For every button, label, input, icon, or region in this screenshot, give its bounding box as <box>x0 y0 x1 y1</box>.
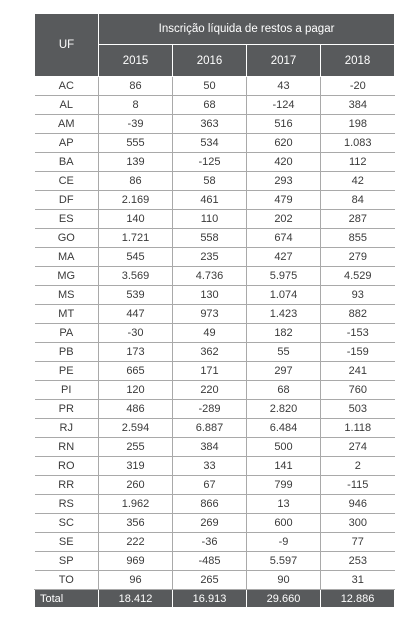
value-cell: 93 <box>321 286 395 305</box>
value-cell: 539 <box>99 286 173 305</box>
value-cell: 77 <box>321 533 395 552</box>
value-cell: 558 <box>173 229 247 248</box>
table-row <box>35 324 395 343</box>
value-cell: 171 <box>173 362 247 381</box>
value-cell: 13 <box>247 495 321 514</box>
table-row <box>35 248 395 267</box>
value-cell: 447 <box>99 305 173 324</box>
uf-cell: RS <box>35 495 99 514</box>
value-cell: 2.594 <box>99 419 173 438</box>
value-cell: 1.083 <box>321 134 395 153</box>
uf-cell: BA <box>35 153 99 172</box>
value-cell: 293 <box>247 172 321 191</box>
table-row <box>35 552 395 571</box>
total-value-cell: 16.913 <box>173 590 247 608</box>
value-cell: 356 <box>99 514 173 533</box>
value-cell: 503 <box>321 400 395 419</box>
uf-cell: ES <box>35 210 99 229</box>
uf-cell: PA <box>35 324 99 343</box>
value-cell: -125 <box>173 153 247 172</box>
year-header: 2018 <box>321 45 395 77</box>
value-cell: 866 <box>173 495 247 514</box>
value-cell: 110 <box>173 210 247 229</box>
table-row <box>35 96 395 115</box>
year-header: 2017 <box>247 45 321 77</box>
value-cell: 297 <box>247 362 321 381</box>
value-cell: 67 <box>173 476 247 495</box>
table-row <box>35 419 395 438</box>
value-cell: 198 <box>321 115 395 134</box>
value-cell: 2 <box>321 457 395 476</box>
uf-cell: PR <box>35 400 99 419</box>
uf-cell: RN <box>35 438 99 457</box>
uf-cell: AC <box>35 77 99 96</box>
value-cell: 620 <box>247 134 321 153</box>
value-cell: 319 <box>99 457 173 476</box>
year-header: 2015 <box>99 45 173 77</box>
table-row <box>35 267 395 286</box>
value-cell: 882 <box>321 305 395 324</box>
value-cell: 120 <box>99 381 173 400</box>
value-cell: 90 <box>247 571 321 590</box>
value-cell: 139 <box>99 153 173 172</box>
value-cell: 1.962 <box>99 495 173 514</box>
value-cell: 58 <box>173 172 247 191</box>
value-cell: 4.529 <box>321 267 395 286</box>
value-cell: 141 <box>247 457 321 476</box>
uf-cell: SP <box>35 552 99 571</box>
value-cell: 279 <box>321 248 395 267</box>
value-cell: 665 <box>99 362 173 381</box>
uf-cell: DF <box>35 191 99 210</box>
uf-cell: GO <box>35 229 99 248</box>
value-cell: 33 <box>173 457 247 476</box>
value-cell: 1.118 <box>321 419 395 438</box>
value-cell: 265 <box>173 571 247 590</box>
uf-cell: MG <box>35 267 99 286</box>
value-cell: 112 <box>321 153 395 172</box>
group-header: Inscrição líquida de restos a pagar <box>99 14 395 45</box>
value-cell: -115 <box>321 476 395 495</box>
value-cell: 222 <box>99 533 173 552</box>
value-cell: 384 <box>321 96 395 115</box>
value-cell: 8 <box>99 96 173 115</box>
value-cell: -153 <box>321 324 395 343</box>
value-cell: 534 <box>173 134 247 153</box>
uf-cell: PE <box>35 362 99 381</box>
value-cell: 50 <box>173 77 247 96</box>
value-cell: -30 <box>99 324 173 343</box>
uf-cell: CE <box>35 172 99 191</box>
total-value-cell: 18.412 <box>99 590 173 608</box>
value-cell: 31 <box>321 571 395 590</box>
value-cell: 600 <box>247 514 321 533</box>
value-cell: 362 <box>173 343 247 362</box>
value-cell: -39 <box>99 115 173 134</box>
uf-cell: AM <box>35 115 99 134</box>
value-cell: 255 <box>99 438 173 457</box>
total-label: Total <box>35 590 99 608</box>
table-row <box>35 400 395 419</box>
value-cell: 969 <box>99 552 173 571</box>
table-row <box>35 495 395 514</box>
value-cell: 241 <box>321 362 395 381</box>
value-cell: 274 <box>321 438 395 457</box>
value-cell: 42 <box>321 172 395 191</box>
value-cell: 130 <box>173 286 247 305</box>
table-row <box>35 77 395 96</box>
total-row <box>35 590 395 608</box>
uf-cell: MT <box>35 305 99 324</box>
table-row <box>35 172 395 191</box>
value-cell: 43 <box>247 77 321 96</box>
uf-cell: RR <box>35 476 99 495</box>
value-cell: 855 <box>321 229 395 248</box>
value-cell: 96 <box>99 571 173 590</box>
value-cell: 86 <box>99 77 173 96</box>
value-cell: 68 <box>173 96 247 115</box>
uf-cell: PB <box>35 343 99 362</box>
value-cell: 1.721 <box>99 229 173 248</box>
value-cell: 384 <box>173 438 247 457</box>
value-cell: 86 <box>99 172 173 191</box>
value-cell: 674 <box>247 229 321 248</box>
value-cell: 287 <box>321 210 395 229</box>
value-cell: 140 <box>99 210 173 229</box>
value-cell: -9 <box>247 533 321 552</box>
table-row <box>35 438 395 457</box>
total-value-cell: 12.886 <box>321 590 395 608</box>
value-cell: 760 <box>321 381 395 400</box>
value-cell: 253 <box>321 552 395 571</box>
table-row <box>35 134 395 153</box>
table-row <box>35 476 395 495</box>
value-cell: 84 <box>321 191 395 210</box>
value-cell: -36 <box>173 533 247 552</box>
table-row <box>35 457 395 476</box>
value-cell: 946 <box>321 495 395 514</box>
table-row <box>35 191 395 210</box>
uf-cell: AP <box>35 134 99 153</box>
value-cell: 363 <box>173 115 247 134</box>
value-cell: 49 <box>173 324 247 343</box>
restos-a-pagar-table <box>34 13 395 608</box>
value-cell: 4.736 <box>173 267 247 286</box>
table-body <box>35 77 395 608</box>
value-cell: -159 <box>321 343 395 362</box>
table-row <box>35 229 395 248</box>
uf-cell: AL <box>35 96 99 115</box>
value-cell: 973 <box>173 305 247 324</box>
uf-cell: PI <box>35 381 99 400</box>
table-row <box>35 286 395 305</box>
value-cell: 516 <box>247 115 321 134</box>
table-row <box>35 153 395 172</box>
value-cell: 173 <box>99 343 173 362</box>
value-cell: 3.569 <box>99 267 173 286</box>
value-cell: 68 <box>247 381 321 400</box>
value-cell: 420 <box>247 153 321 172</box>
uf-cell: RJ <box>35 419 99 438</box>
value-cell: 427 <box>247 248 321 267</box>
value-cell: 269 <box>173 514 247 533</box>
uf-cell: TO <box>35 571 99 590</box>
uf-cell: MA <box>35 248 99 267</box>
value-cell: 500 <box>247 438 321 457</box>
value-cell: -485 <box>173 552 247 571</box>
uf-cell: SE <box>35 533 99 552</box>
value-cell: -20 <box>321 77 395 96</box>
value-cell: 260 <box>99 476 173 495</box>
value-cell: 799 <box>247 476 321 495</box>
table-row <box>35 362 395 381</box>
value-cell: 2.820 <box>247 400 321 419</box>
table-row <box>35 571 395 590</box>
table-row <box>35 381 395 400</box>
value-cell: 235 <box>173 248 247 267</box>
value-cell: 486 <box>99 400 173 419</box>
table-row <box>35 115 395 134</box>
value-cell: 182 <box>247 324 321 343</box>
table-row <box>35 533 395 552</box>
value-cell: 6.887 <box>173 419 247 438</box>
restos-a-pagar-table-container <box>34 13 394 608</box>
uf-cell: RO <box>35 457 99 476</box>
value-cell: 202 <box>247 210 321 229</box>
table-row <box>35 210 395 229</box>
value-cell: 300 <box>321 514 395 533</box>
value-cell: -289 <box>173 400 247 419</box>
value-cell: 5.975 <box>247 267 321 286</box>
value-cell: 461 <box>173 191 247 210</box>
table-row <box>35 343 395 362</box>
value-cell: 6.484 <box>247 419 321 438</box>
year-header: 2016 <box>173 45 247 77</box>
table-row <box>35 514 395 533</box>
value-cell: 5.597 <box>247 552 321 571</box>
value-cell: 1.074 <box>247 286 321 305</box>
value-cell: 555 <box>99 134 173 153</box>
value-cell: 2.169 <box>99 191 173 210</box>
uf-cell: MS <box>35 286 99 305</box>
total-value-cell: 29.660 <box>247 590 321 608</box>
table-row <box>35 305 395 324</box>
value-cell: -124 <box>247 96 321 115</box>
value-cell: 479 <box>247 191 321 210</box>
uf-cell: SC <box>35 514 99 533</box>
value-cell: 220 <box>173 381 247 400</box>
value-cell: 1.423 <box>247 305 321 324</box>
uf-column-header: UF <box>35 14 99 77</box>
value-cell: 545 <box>99 248 173 267</box>
value-cell: 55 <box>247 343 321 362</box>
